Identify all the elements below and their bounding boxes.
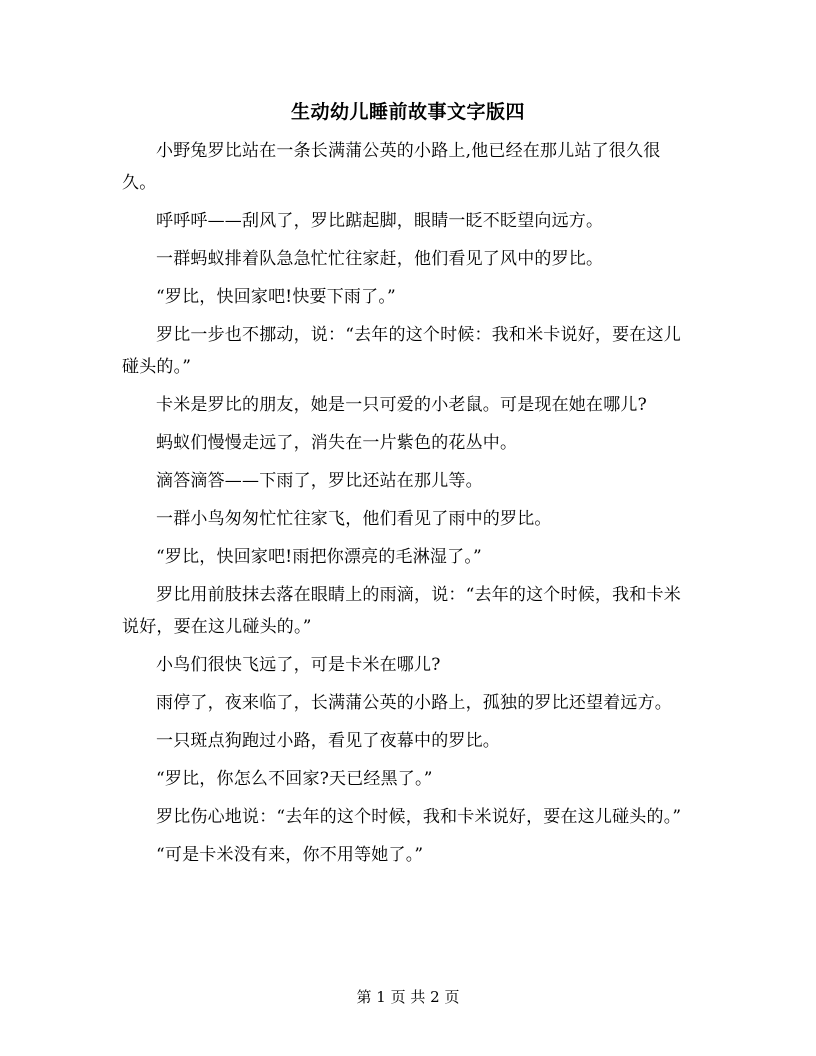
story-paragraph: 一群小鸟匆匆忙忙往家飞，他们看见了雨中的罗比。 [156,509,552,529]
story-paragraph: 小野兔罗比站在一条长满蒲公英的小路上,他已经在那儿站了很久很久。 [122,141,661,193]
story-paragraph: 小鸟们很快飞远了，可是卡米在哪儿? [156,655,441,675]
page-title: 生动幼儿睡前故事文字版四 [290,101,525,123]
story-paragraph: 罗比用前肢抹去落在眼睛上的雨滴，说：“去年的这个时候，我和卡米说好，要在这儿碰头的。” [122,585,681,637]
story-paragraph: 呼呼呼——刮风了，罗比踮起脚，眼睛一眨不眨望向远方。 [156,211,604,231]
story-paragraph: “罗比，快回家吧!快要下雨了。” [156,287,396,307]
page-number-footer: 第 1 页 共 2 页 [356,988,460,1006]
story-paragraph: 蚂蚁们慢慢走远了，消失在一片紫色的花丛中。 [156,433,518,453]
story-paragraph: 一群蚂蚁排着队急急忙忙往家赶，他们看见了风中的罗比。 [156,249,604,269]
story-paragraph: 一只斑点狗跑过小路，看见了夜幕中的罗比。 [156,731,500,751]
story-paragraph: 罗比一步也不挪动，说：“去年的这个时候：我和米卡说好，要在这儿碰头的。” [122,325,681,377]
story-body [122,135,694,877]
story-paragraph: “可是卡米没有来，你不用等她了。” [156,845,424,865]
story-paragraph: “罗比，快回家吧!雨把你漂亮的毛淋湿了。” [156,547,482,567]
story-paragraph: 卡米是罗比的朋友，她是一只可爱的小老鼠。可是现在她在哪儿? [156,395,647,415]
story-paragraph: “罗比，你怎么不回家?天已经黑了。” [156,769,433,789]
story-paragraph: 雨停了，夜来临了，长满蒲公英的小路上，孤独的罗比还望着远方。 [156,693,672,713]
story-paragraph: 滴答滴答——下雨了，罗比还站在那儿等。 [156,471,483,491]
story-paragraph: 罗比伤心地说：“去年的这个时候，我和卡米说好，要在这儿碰头的。” [156,807,682,827]
